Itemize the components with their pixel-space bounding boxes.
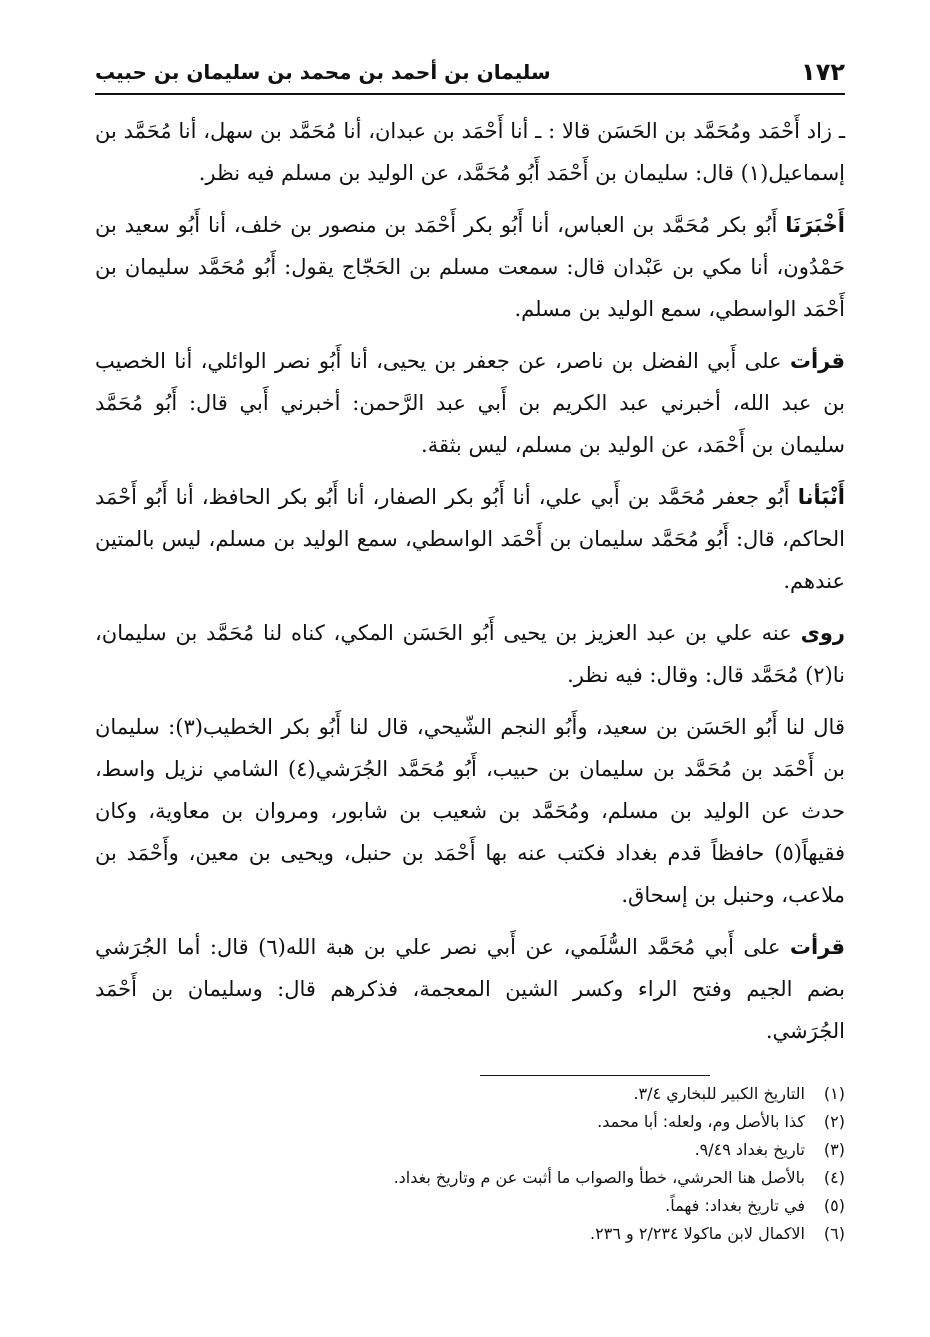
footnote bbox=[300, 1192, 845, 1220]
footnote-text: كذا بالأصل وم، ولعله: أبا محمد. bbox=[597, 1112, 805, 1131]
paragraph-lead: أَخْبَرَنَا bbox=[785, 213, 845, 237]
footnote-number: (٤) bbox=[823, 1168, 845, 1187]
header-divider bbox=[95, 93, 845, 95]
footnote-divider bbox=[480, 1075, 710, 1076]
paragraph bbox=[95, 204, 845, 330]
footnote-text: بالأصل هنا الحرشي، خطأ والصواب ما أثبت عن م وتاريخ بغداد. bbox=[393, 1168, 805, 1187]
footnote bbox=[300, 1164, 845, 1192]
footnote bbox=[300, 1108, 845, 1136]
paragraph-text: قال لنا أَبُو الحَسَن بن سعيد، وأَبُو النجم الشّيحي، قال لنا أَبُو بكر الخطيب(٣): سليمان بن أَحْمَد بن مُحَمَّد بن سليمان بن حبيب، أَبُو مُحَمَّد الجُرَشي(٤) الشامي نزيل واسط، حدث عن الوليد بن مسلم، ومُحَمَّد بن شعيب بن شابور، ومروان بن معاوية، وكان فقيهاً(٥) حافظاً قدم بغداد فكتب عنه بها أَحْمَد بن حنبل، ويحيى بن معين، وأَحْمَد بن ملاعب، وحنبل بن إسحاق. bbox=[95, 715, 845, 907]
footnote-number: (٦) bbox=[823, 1224, 845, 1243]
footnote-text: الاكمال لابن ماكولا ٢/٢٣٤ و ٢٣٦. bbox=[590, 1224, 805, 1243]
paragraph bbox=[95, 110, 845, 194]
footnote bbox=[300, 1080, 845, 1108]
paragraph-text: عنه علي بن عبد العزيز بن يحيى أَبُو الحَسَن المكي، كناه لنا مُحَمَّد بن سليمان، نا(٢) مُحَمَّد قال: وقال: فيه نظر. bbox=[95, 621, 845, 687]
paragraph bbox=[95, 706, 845, 916]
paragraph-lead: روى bbox=[800, 621, 845, 645]
paragraph bbox=[95, 340, 845, 466]
paragraph-text: أَبُو بكر مُحَمَّد بن العباس، أنا أَبُو بكر أَحْمَد بن منصور بن خلف، أنا أَبُو سعيد بن حَمْدُون، أنا مكي بن عَبْدان قال: سمعت مسلم بن الحَجّاج يقول: أَبُو مُحَمَّد سليمان بن أَحْمَد الواسطي، سمع الوليد بن مسلم. bbox=[95, 213, 845, 321]
paragraph-lead: قرأت bbox=[789, 349, 845, 373]
footnote bbox=[300, 1220, 845, 1248]
page-number: ١٧٢ bbox=[801, 58, 845, 86]
paragraph-text: ـ زاد أَحْمَد ومُحَمَّد بن الحَسَن قالا : ـ أنا أَحْمَد بن عبدان، أنا مُحَمَّد بن سهل، أنا مُحَمَّد بن إسماعيل(١) قال: سليمان بن أَحْمَد أَبُو مُحَمَّد، عن الوليد بن مسلم فيه نظر. bbox=[95, 119, 845, 185]
running-title: سليمان بن أحمد بن محمد بن سليمان بن حبيب bbox=[95, 60, 551, 84]
paragraph-lead: أَنْبَأنا bbox=[797, 485, 845, 509]
paragraph bbox=[95, 926, 845, 1052]
footnote-number: (٥) bbox=[823, 1196, 845, 1215]
page-header bbox=[95, 50, 845, 90]
footnote-number: (٣) bbox=[823, 1140, 845, 1159]
paragraph-lead: قرأت bbox=[789, 935, 845, 959]
paragraph-text: على أَبي مُحَمَّد السُّلَمي، عن أَبي نصر علي بن هبة الله(٦) قال: أما الجُرَشي بضم الجيم وفتح الراء وكسر الشين المعجمة، فذكرهم قال: وسليمان بن أَحْمَد الجُرَشي. bbox=[95, 935, 845, 1043]
paragraph bbox=[95, 612, 845, 696]
footnote-number: (٢) bbox=[823, 1112, 845, 1131]
footnotes bbox=[300, 1080, 845, 1248]
paragraph-text: على أَبي الفضل بن ناصر، عن جعفر بن يحيى، أنا أَبُو نصر الوائلي، أنا الخصيب بن عبد الله، أخبرني عبد الكريم بن أَبي عبد الرَّحمن: أخبرني أَبي قال: أَبُو مُحَمَّد سليمان بن أَحْمَد، عن الوليد بن مسلم، ليس بثقة. bbox=[95, 349, 845, 457]
paragraph bbox=[95, 476, 845, 602]
footnote-text: تاريخ بغداد ٩/٤٩. bbox=[694, 1140, 805, 1159]
footnote-text: التاريخ الكبير للبخاري ٣/٤. bbox=[633, 1084, 805, 1103]
main-text bbox=[95, 110, 845, 1062]
footnote-number: (١) bbox=[823, 1084, 845, 1103]
paragraph-text: أَبُو جعفر مُحَمَّد بن أَبي علي، أنا أَبُو بكر الصفار، أنا أَبُو بكر الحافظ، أنا أَبُو أَحْمَد الحاكم، قال: أَبُو مُحَمَّد سليمان بن أَحْمَد الواسطي، سمع الوليد بن مسلم، ليس بالمتين عندهم. bbox=[95, 485, 845, 593]
footnote-text: في تاريخ بغداد: فهماً. bbox=[665, 1196, 805, 1215]
footnote bbox=[300, 1136, 845, 1164]
